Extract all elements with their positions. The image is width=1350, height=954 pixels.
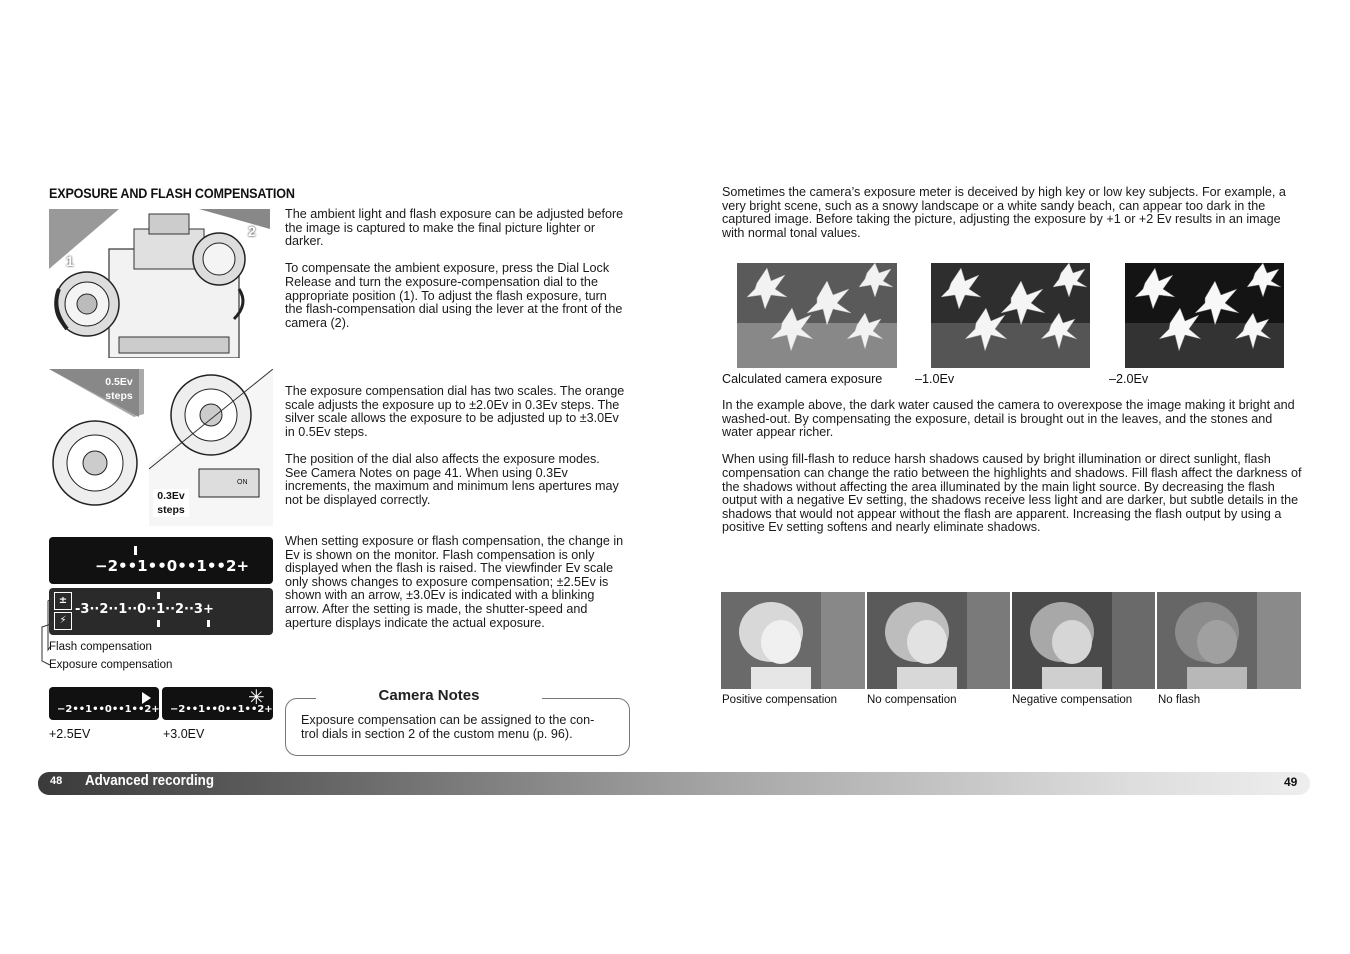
- camera-top-illustration: [49, 209, 270, 358]
- intro-paragraphs: [285, 208, 625, 344]
- small-lcd2-caption: +3.0EV: [163, 727, 205, 741]
- flash-compensation-label: Flash compensation: [49, 641, 152, 653]
- dial-paragraphs: [285, 385, 625, 521]
- portrait-image-icon: [1012, 592, 1155, 689]
- portrait-caption-negative: Negative compensation: [1012, 694, 1133, 706]
- paragraph-how-to-compensate: To compensate the ambient exposure, press the Dial Lock Release and turn the exposure-compensation dial to the appropriate position (1). To adjust the flash exposure, turn the flash-compensation dial using the lever at the front of the camera (2).: [285, 261, 623, 330]
- footer-bar: [38, 772, 1310, 795]
- step-03ev-label: 0.3Ev steps: [153, 489, 189, 517]
- paragraph-monitor-display: When setting exposure or flash compensation, the change in Ev is shown on the monitor. Flash compensation is only displayed when the flash is raised. The viewfinder Ev scale only shows changes to exposure compensation; ±2.5Ev is shown with an arrow, ±3.0Ev is indicated with a blinking arrow. After the setting is made, the shutter-speed and aperture displays indicate the actual exposure.: [285, 534, 624, 630]
- viewfinder-pointer-bottom-2: [207, 620, 210, 627]
- camera-notes-title: Camera Notes: [316, 687, 542, 707]
- viewfinder-pointer-bottom: [157, 620, 160, 627]
- portrait-no-compensation: [867, 592, 1010, 689]
- leaf-caption-minus-1: –1.0Ev: [915, 372, 955, 386]
- monitor-paragraph-block: [285, 535, 625, 644]
- portrait-image-icon: [1157, 592, 1301, 689]
- monitor-scale-text: −2••1••0••1••2+: [95, 557, 250, 575]
- small-lcd1-scale: −2••1••0••1••2+: [57, 704, 160, 715]
- dial-on-label: ON: [237, 479, 248, 486]
- small-lcd-plus-3-0: [162, 687, 273, 720]
- monitor-scale-pointer: [134, 546, 137, 555]
- leaf-photo-minus-2: [1125, 263, 1284, 368]
- leaf-caption-minus-2: –2.0Ev: [1109, 372, 1149, 386]
- leaf-photo-calculated: [737, 263, 897, 368]
- small-lcd2-scale: −2••1••0••1••2+: [170, 704, 273, 715]
- leaf-photo-minus-1: [931, 263, 1090, 368]
- portrait-image-icon: [721, 592, 865, 689]
- exposure-compensation-label: Exposure compensation: [49, 659, 173, 671]
- right-paragraphs: [722, 399, 1302, 549]
- flash-comp-icon: ⚡: [54, 612, 72, 630]
- arrow-icon: [142, 692, 151, 704]
- leaf-caption-calculated: Calculated camera exposure: [722, 372, 883, 386]
- portrait-caption-none: No compensation: [867, 694, 957, 706]
- paragraph-dark-water-example: In the example above, the dark water caused the camera to overexpose the image making it bright and washed-out. By compensating the exposure, detail is brought out in the leaves, and the stones and water appear richer.: [722, 398, 1295, 440]
- paragraph-dial-position: The position of the dial also affects the exposure modes. See Camera Notes on page 41. When using 0.3Ev increments, the maximum and minimum lens apertures may not be displayed correctly.: [285, 451, 619, 507]
- leaf-image-icon: [737, 263, 897, 368]
- section-title: EXPOSURE AND FLASH COMPENSATION: [49, 185, 295, 201]
- viewfinder-pointer-top: [157, 592, 160, 599]
- portrait-no-flash: [1157, 592, 1301, 689]
- portrait-caption-positive: Positive compensation: [722, 694, 838, 706]
- monitor-ev-scale: [49, 537, 273, 584]
- step-05ev-label: 0.5Ev steps: [105, 376, 133, 402]
- portrait-image-icon: [867, 592, 1010, 689]
- dial-label-2: 2: [248, 223, 256, 239]
- portrait-caption-no-flash: No flash: [1158, 694, 1201, 706]
- paragraph-fill-flash: When using fill-flash to reduce harsh shadows caused by bright illumination or direct sunlight, flash compensation can change the ratio between the highlights and shadows. Fill flash affect the darkness of the shadows without affecting the area illuminated by the main light source. By decreasing the flash output with a negative Ev setting, the shadows receive less light and are darker, but subtle details in the shadows that would not appear without the flash are apparent. Increasing the flash output by using a positive Ev setting softens and nearly eliminate shadows.: [722, 452, 1302, 535]
- blinking-arrow-icon: ✳: [248, 685, 265, 709]
- portrait-negative-compensation: [1012, 592, 1155, 689]
- portrait-positive-compensation: [721, 592, 865, 689]
- camera-notes-text: Exposure compensation can be assigned to the con- trol dials in section 2 of the custom menu (p. 96).: [301, 713, 595, 741]
- leaf-image-icon: [1125, 263, 1284, 368]
- paragraph-ambient-flash: The ambient light and flash exposure can be adjusted before the image is captured to make the final picture lighter or darker.: [285, 207, 624, 249]
- right-page-number: 49: [1284, 775, 1298, 789]
- dial-label-1: 1: [66, 253, 74, 269]
- small-lcd1-caption: +2.5EV: [49, 727, 91, 741]
- right-intro-paragraph: Sometimes the camera’s exposure meter is deceived by high key or low key subjects. For example, a very bright scene, such as a snowy landscape or a white sandy beach, can appear too dark in the captured image. Before taking the picture, adjusting the exposure by +1 or +2 Ev results in an image with normal tonal values.: [722, 185, 1286, 240]
- camera-drawing-icon: [49, 209, 270, 358]
- viewfinder-scale-text: -3··2··1··0··1··2··3+: [75, 602, 214, 617]
- dial-scales-illustration: [49, 369, 273, 526]
- leaf-image-icon: [931, 263, 1090, 368]
- paragraph-dial-scales: The exposure compensation dial has two scales. The orange scale adjusts the exposure up to ±2.0Ev in 0.3Ev steps. The silver scale allows the exposure to be adjusted up to ±3.0Ev in 0.5Ev steps.: [285, 384, 625, 439]
- viewfinder-ev-scale: [49, 588, 273, 635]
- footer-chapter-title: Advanced recording: [85, 773, 214, 789]
- exposure-comp-icon: ±: [54, 592, 72, 610]
- small-lcd-plus-2-5: [49, 687, 159, 720]
- left-page-number: 48: [50, 775, 63, 787]
